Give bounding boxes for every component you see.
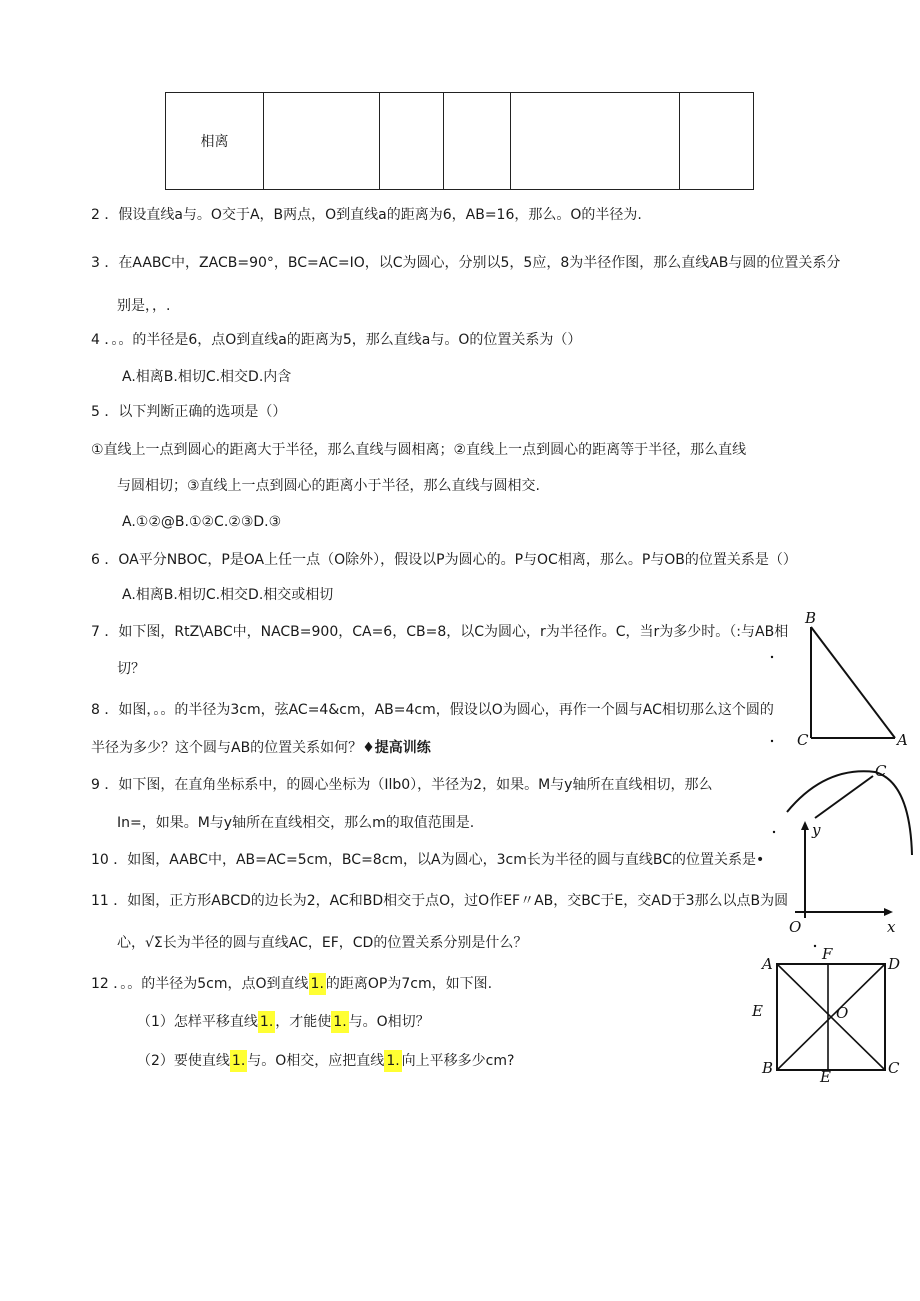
question-8-line2 bbox=[91, 738, 431, 758]
triangle-side-ab bbox=[811, 627, 895, 738]
question-3-line2: 别是，，. bbox=[117, 298, 171, 314]
q12-1-text: 与。O相切？ bbox=[348, 1014, 430, 1030]
question-5-line1: ①直线上一点到圆心的距离大于半径，那么直线与圆相离；②直线上一点到圆心的距离等于半径，那么直线 bbox=[91, 442, 747, 458]
q12-1-text: （1）怎样平移直线 bbox=[137, 1014, 258, 1030]
question-7-line2: 切？ bbox=[117, 661, 145, 677]
label-c: C bbox=[888, 1059, 900, 1077]
question-6: 6 ．OA平分NBOC，P是OA上任一点（O除外），假设以P为圆心的。P与OC相离，那么。P与OB的位置关系是（） bbox=[91, 552, 797, 568]
table-cell bbox=[680, 93, 754, 190]
table-cell bbox=[444, 93, 511, 190]
label-c: C bbox=[875, 762, 887, 780]
speck bbox=[771, 740, 773, 742]
highlight-l: 1. bbox=[309, 973, 326, 995]
label-o: O bbox=[836, 1004, 849, 1022]
table-cell bbox=[511, 93, 680, 190]
radius-segment bbox=[815, 776, 873, 818]
question-3-line1: 3 ．在AABC中，ZACB=90°，BC=AC=IO，以C为圆心，分别以5，5应，8为半径作图，那么直线AB与圆的位置关系分 bbox=[91, 255, 841, 271]
question-2: 2 ．假设直线a与。O交于A，B两点，O到直线a的距离为6，AB=16，那么。O的半径为. bbox=[91, 207, 642, 223]
q12-2-text: 向上平移多少cm? bbox=[401, 1053, 515, 1069]
question-9-line1: 9 ．如下图，在直角坐标系中，的圆心坐标为（Ilb0），半径为2，如果。M与y轴所在直线相切，那么 bbox=[91, 777, 713, 793]
question-11-line1: 11 ．如图，正方形ABCD的边长为2，AC和BD相交于点O，过O作EF〃AB，交BC于E，交AD于3那么以点B为圆 bbox=[91, 893, 789, 909]
label-e: E bbox=[820, 1068, 831, 1085]
label-o: O bbox=[789, 918, 802, 936]
label-d: D bbox=[888, 955, 901, 973]
q12-text: 的距离OP为7cm，如下图. bbox=[325, 976, 493, 992]
table-row bbox=[166, 93, 754, 190]
y-axis-arrow bbox=[801, 821, 809, 830]
question-8-text: 半径为多少？这个圆与AB的位置关系如何？ bbox=[91, 740, 363, 756]
question-5: 5 ．以下判断正确的选项是（） bbox=[91, 404, 287, 420]
highlight-l: 1. bbox=[384, 1050, 401, 1072]
label-a: A bbox=[762, 955, 773, 973]
q12-text: 12 ．。。的半径为5cm，点O到直线 bbox=[91, 976, 309, 992]
square-figure bbox=[748, 940, 908, 1085]
triangle-figure bbox=[765, 605, 915, 755]
label-b: B bbox=[805, 609, 817, 627]
label-b: B bbox=[762, 1059, 774, 1077]
question-12-part2 bbox=[137, 1050, 514, 1072]
question-5-line2: 与圆相切；③直线上一点到圆心的距离小于半径，那么直线与圆相交. bbox=[117, 478, 540, 494]
axes-circle-figure bbox=[765, 760, 915, 938]
label-e-left: E bbox=[752, 1002, 763, 1020]
question-7-line1: 7 ．如下图，RtZ\ABC中，NACB=900，CA=6，CB=8，以C为圆心，r为半径作。C，当r为多少时。（:与AB相 bbox=[91, 624, 789, 640]
label-f: F bbox=[822, 945, 833, 963]
question-5-options: A.①②@B.①②C.②③D.③ bbox=[122, 514, 282, 530]
q12-2-text: （2）要使直线 bbox=[137, 1053, 230, 1069]
question-4: 4 ．。。的半径是6，点O到直线a的距离为5，那么直线a与。O的位置关系为（） bbox=[91, 332, 582, 348]
table-cell bbox=[380, 93, 444, 190]
question-8-line1: 8 ．如图，。。的半径为3cm，弦AC=4&cm，AB=4cm，假设以O为圆心，再作一个圆与AC相切那么这个圆的 bbox=[91, 702, 774, 718]
q12-1-text: ，才能使 bbox=[275, 1014, 332, 1030]
question-4-options: A.相离B.相切C.相交D.内含 bbox=[122, 369, 292, 385]
label-a: A bbox=[897, 731, 908, 749]
label-y: y bbox=[812, 821, 821, 839]
section-heading: ♦提高训练 bbox=[362, 740, 431, 756]
highlight-l: 1. bbox=[230, 1050, 247, 1072]
question-6-options: A.相离B.相切C.相交D.相交或相切 bbox=[122, 587, 334, 603]
highlight-l: 1. bbox=[331, 1011, 348, 1033]
question-9-line2: In=，如果。M与y轴所在直线相交，那么m的取值范围是. bbox=[117, 815, 475, 831]
speck bbox=[773, 831, 775, 833]
label-c: C bbox=[797, 731, 809, 749]
speck bbox=[771, 656, 773, 658]
q12-2-text: 与。O相交，应把直线 bbox=[247, 1053, 385, 1069]
label-x: x bbox=[887, 918, 896, 936]
answer-table bbox=[165, 92, 754, 190]
question-12 bbox=[91, 973, 492, 995]
question-10: 10 ．如图，AABC中，AB=AC=5cm，BC=8cm，以A为圆心，3cm长为半径的圆与直线BC的位置关系是• bbox=[91, 852, 765, 868]
question-11-line2: 心，√Σ长为半径的圆与直线AC，EF，CD的位置关系分别是什么？ bbox=[117, 935, 528, 951]
question-12-part1 bbox=[137, 1011, 430, 1033]
table-cell bbox=[264, 93, 380, 190]
x-axis-arrow bbox=[884, 908, 893, 916]
highlight-l: 1. bbox=[258, 1011, 275, 1033]
table-cell-label: 相离 bbox=[166, 93, 264, 190]
speck bbox=[814, 945, 816, 947]
